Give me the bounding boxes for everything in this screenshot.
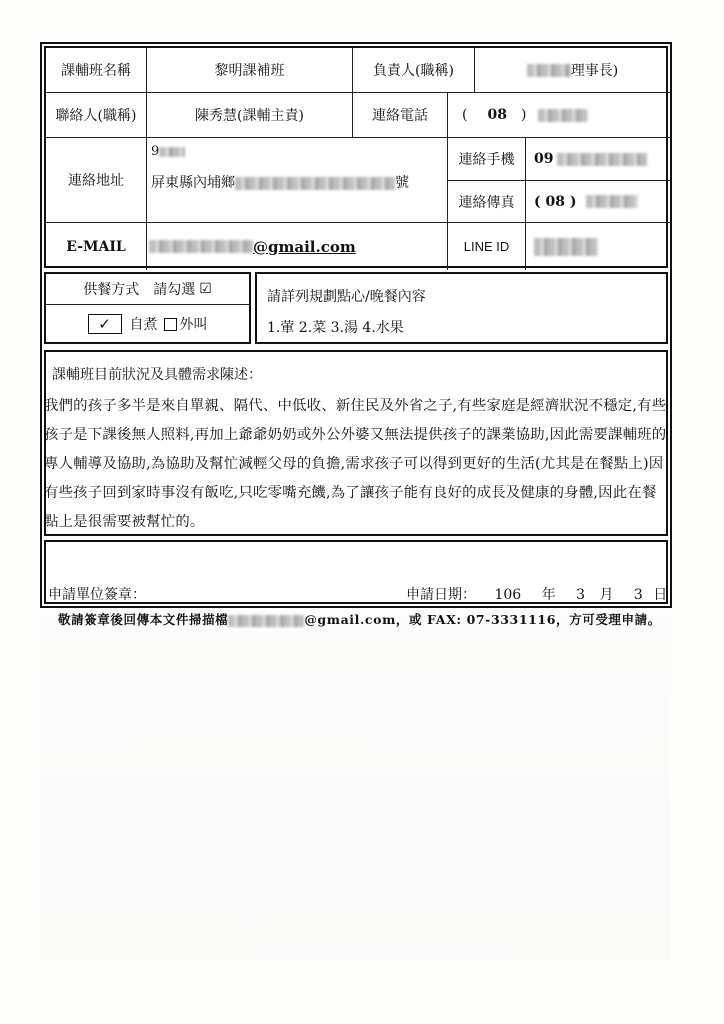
redacted-fax bbox=[586, 195, 638, 208]
footer-note bbox=[58, 610, 661, 628]
redacted-zip bbox=[159, 147, 185, 157]
day-unit: 日 bbox=[653, 587, 668, 603]
date-day: 3 bbox=[633, 587, 643, 603]
meal-plan-label: 請詳列規劃點心/晚餐內容 bbox=[267, 289, 426, 305]
email-domain: @gmail.com bbox=[253, 237, 356, 256]
footer-email-domain: @gmail.com bbox=[304, 612, 396, 627]
value-mobile bbox=[526, 138, 670, 181]
label-line-id: LINE ID bbox=[448, 223, 526, 270]
value-address bbox=[147, 138, 448, 223]
needs-paragraph bbox=[44, 392, 668, 537]
redacted-line-id bbox=[534, 238, 598, 256]
value-line-id bbox=[526, 223, 670, 270]
checkbox-mark-icon: ☑ bbox=[199, 281, 212, 297]
footer-prefix: 敬請簽章後回傳本文件掃描檔 bbox=[58, 612, 229, 627]
takeout-checkbox[interactable] bbox=[164, 318, 177, 331]
phone-paren-close: ) bbox=[520, 107, 527, 123]
label-class-name: 課輔班名稱 bbox=[46, 48, 147, 93]
needs-line: 專人輔導及協助,為協助及幫忙減輕父母的負擔,需求孩子可以得到更好的生活(尤其是在餐點上)因 bbox=[44, 456, 664, 472]
fax-area-code: ( 08 ) bbox=[534, 193, 577, 210]
value-fax bbox=[526, 181, 670, 223]
redacted-mobile bbox=[557, 153, 647, 166]
applicant-signature-label: 申請單位簽章： bbox=[48, 587, 146, 603]
mobile-prefix: 09 bbox=[534, 151, 554, 167]
needs-heading: 課輔班目前狀況及具體需求陳述： bbox=[52, 367, 262, 383]
meal-plan-content: 1.葷 2.菜 3.湯 4.水果 bbox=[267, 320, 404, 336]
label-fax: 連絡傳真 bbox=[448, 181, 526, 223]
label-phone: 連絡電話 bbox=[353, 93, 448, 138]
phone-area-code: 08 bbox=[487, 107, 507, 123]
redacted-address bbox=[235, 177, 395, 190]
value-owner bbox=[475, 48, 670, 93]
redacted-email bbox=[149, 240, 253, 253]
needs-line: 點上是很需要被幫忙的。 bbox=[44, 514, 205, 530]
redacted-footer-email bbox=[228, 615, 304, 627]
page-background bbox=[40, 620, 670, 960]
label-email: E-MAIL bbox=[46, 223, 147, 270]
month-unit: 月 bbox=[599, 587, 614, 603]
option-self-cook: 自煮 bbox=[129, 317, 158, 333]
date-label: 申請日期： bbox=[406, 587, 476, 603]
needs-line: 我們的孩子多半是來自單親、隔代、中低收、新住民及外省之子,有些家庭是經濟狀況不穩定,有些 bbox=[44, 398, 667, 414]
date-month: 3 bbox=[576, 587, 586, 603]
needs-line: 有些孩子回到家時事沒有飯吃,只吃零嘴充饑,為了讓孩子能有良好的成長及健康的身體,因此在餐 bbox=[44, 485, 657, 501]
needs-line: 孩子是下課後無人照料,再加上爺爺奶奶或外公外婆又無法提供孩子的課業協助,因此需要課輔班的 bbox=[44, 427, 667, 443]
signature-box bbox=[44, 540, 668, 604]
application-date bbox=[406, 584, 667, 604]
redacted-phone bbox=[538, 109, 588, 122]
label-contact-person: 聯絡人(職稱) bbox=[46, 93, 147, 138]
value-class-name: 黎明課補班 bbox=[147, 48, 353, 93]
label-owner: 負責人(職稱) bbox=[353, 48, 475, 93]
redacted-owner-name bbox=[527, 64, 571, 77]
label-address: 連絡地址 bbox=[46, 138, 147, 223]
address-suffix: 號 bbox=[395, 175, 409, 191]
meal-method-label: 供餐方式 請勾選 bbox=[83, 282, 196, 298]
value-contact-person: 陳秀慧(課輔主責) bbox=[147, 93, 353, 138]
owner-title: 理事長) bbox=[570, 63, 619, 79]
value-email bbox=[147, 223, 448, 270]
phone-paren-open: ( bbox=[462, 107, 468, 123]
value-phone bbox=[448, 93, 670, 138]
label-mobile: 連絡手機 bbox=[448, 138, 526, 181]
info-table bbox=[44, 46, 668, 268]
date-year: 106 bbox=[494, 587, 522, 603]
meal-plan-box bbox=[255, 272, 668, 344]
meal-method-box bbox=[44, 272, 251, 344]
zip-prefix: 9 bbox=[151, 144, 160, 159]
address-prefix: 屏東縣內埔鄉 bbox=[151, 175, 235, 191]
self-cook-checkbox[interactable]: ✓ bbox=[88, 314, 122, 334]
footer-suffix: ，或 FAX: 07-3331116，方可受理申請。 bbox=[395, 612, 661, 627]
option-takeout: 外叫 bbox=[179, 317, 208, 333]
year-unit: 年 bbox=[541, 587, 556, 603]
